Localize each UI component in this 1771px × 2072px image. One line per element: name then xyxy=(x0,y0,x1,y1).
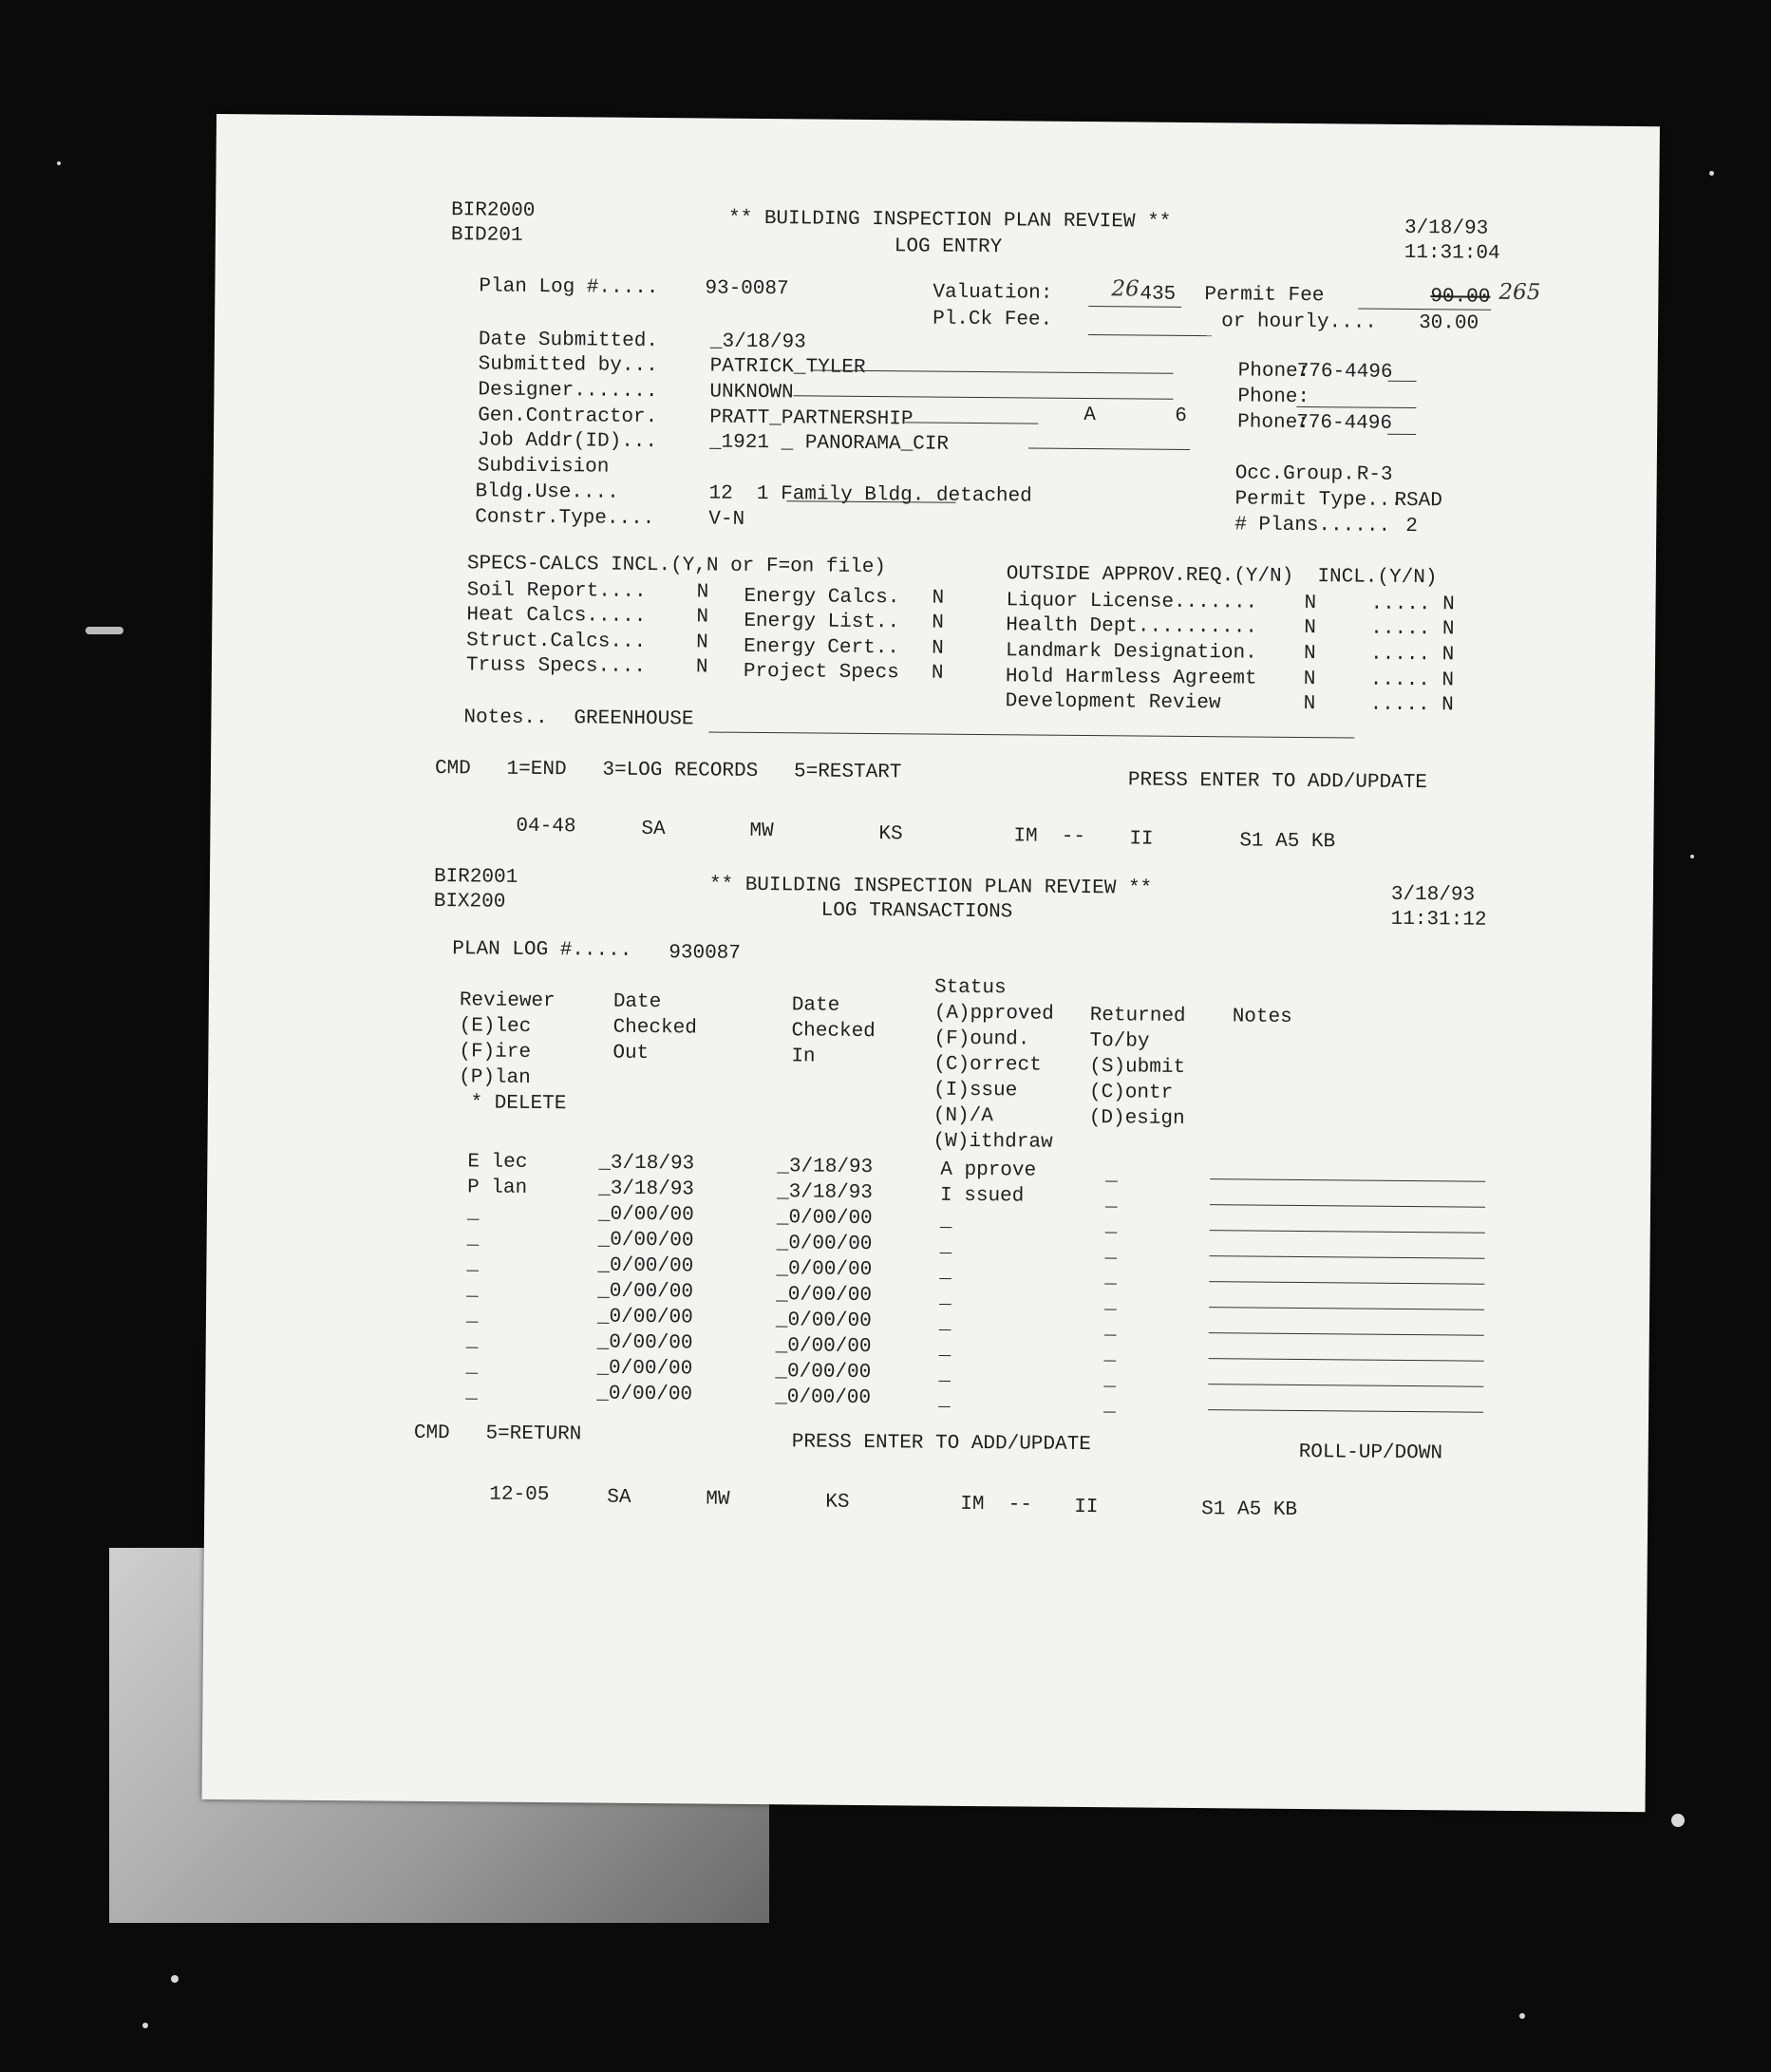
permit-type-value: RSAD xyxy=(1394,489,1443,513)
field-label: Submitted by... xyxy=(478,353,658,378)
approval-required: N xyxy=(1303,669,1316,691)
approval-required: N xyxy=(1304,593,1317,615)
spec-value: N xyxy=(696,581,709,604)
row-reviewer: _ xyxy=(465,1305,479,1328)
notes-label: Notes.. xyxy=(463,706,548,730)
row-date-in: _0/00/00 xyxy=(776,1284,873,1308)
field-label: Gen.Contractor. xyxy=(478,405,658,429)
spec-label: Project Specs xyxy=(743,660,899,685)
row-reviewer: P lan xyxy=(467,1177,528,1199)
row-date-out: _3/18/93 xyxy=(598,1152,695,1176)
row-returned: _ xyxy=(1103,1369,1117,1392)
col-returned-line: (C)ontr xyxy=(1088,1082,1174,1104)
screen-date: 3/18/93 xyxy=(1404,217,1489,240)
spec-label: Energy Cert.. xyxy=(744,635,900,660)
spec-value: N xyxy=(932,587,945,610)
row-date-in: _0/00/00 xyxy=(776,1258,873,1282)
approval-required: N xyxy=(1304,617,1317,640)
program-id: BIR2000 xyxy=(451,199,536,222)
row-status: _ xyxy=(938,1338,951,1361)
status-segment: KS xyxy=(878,822,903,845)
status-segment: IM -- xyxy=(960,1493,1032,1516)
row-notes-line xyxy=(1208,1384,1483,1387)
row-reviewer: _ xyxy=(466,1253,480,1276)
col-reviewer-line: * DELETE xyxy=(458,1092,567,1116)
col-returned-line: (D)esign xyxy=(1088,1107,1185,1130)
approval-included: ..... N xyxy=(1369,669,1455,692)
field-value: _1921 _ PANORAMA_CIR xyxy=(708,431,950,456)
screen-subtitle: LOG ENTRY xyxy=(894,235,1003,259)
field-label: Subdivision xyxy=(477,455,610,479)
screen-title: ** BUILDING INSPECTION PLAN REVIEW ** xyxy=(727,207,1172,234)
row-date-out: _0/00/00 xyxy=(596,1357,693,1381)
status-segment: SA xyxy=(641,818,666,840)
row-reviewer: _ xyxy=(465,1356,479,1379)
plan-log-label: Plan Log #..... xyxy=(479,275,659,300)
screen-id: BID201 xyxy=(450,224,523,247)
row-notes-line xyxy=(1208,1409,1483,1413)
col-returned-line: To/by xyxy=(1089,1030,1150,1053)
row-reviewer: _ xyxy=(466,1228,480,1251)
col-reviewer-line: (F)ire xyxy=(459,1041,532,1064)
plan-log-value: 93-0087 xyxy=(705,277,789,301)
row-returned: _ xyxy=(1103,1395,1116,1418)
contractor-code-1: A xyxy=(1083,404,1096,427)
col-status-line: Status xyxy=(933,976,1007,1000)
row-reviewer: _ xyxy=(465,1382,478,1404)
valuation-label: Valuation: xyxy=(933,281,1053,305)
tx-press-enter: PRESS ENTER TO ADD/UPDATE xyxy=(791,1431,1091,1457)
spec-label: Soil Report.... xyxy=(466,579,647,603)
row-notes-line xyxy=(1209,1307,1484,1310)
phone-label: Phone: xyxy=(1237,386,1310,409)
hourly-label: or hourly.... xyxy=(1221,311,1378,334)
col-in-line: In xyxy=(791,1045,816,1068)
row-returned: _ xyxy=(1104,1267,1118,1290)
status-segment: II xyxy=(1074,1496,1099,1518)
row-returned: _ xyxy=(1105,1164,1118,1187)
row-date-out: _0/00/00 xyxy=(597,1203,694,1227)
row-returned: _ xyxy=(1104,1292,1117,1315)
row-notes-line xyxy=(1209,1281,1484,1285)
field-value: _3/18/93 xyxy=(709,330,806,354)
row-notes-line xyxy=(1210,1255,1485,1259)
status-segment: IM -- xyxy=(1013,825,1086,849)
col-status-line: (I)ssue xyxy=(933,1079,1018,1102)
tx-command-line: CMD 5=RETURN xyxy=(413,1422,582,1446)
occ-group-value: R-3 xyxy=(1356,463,1393,486)
row-status: _ xyxy=(938,1389,951,1412)
spec-label: Heat Calcs..... xyxy=(466,604,647,628)
row-returned: _ xyxy=(1103,1318,1117,1341)
row-notes-line xyxy=(1210,1204,1485,1208)
status-segment: II xyxy=(1129,827,1154,851)
col-out-line: Date xyxy=(612,990,662,1014)
col-status-line: (F)ound. xyxy=(933,1027,1030,1051)
status-segment: 12-05 xyxy=(489,1483,550,1507)
col-notes-header: Notes xyxy=(1232,1006,1292,1028)
spec-value: N xyxy=(931,662,944,685)
status-segment: MW xyxy=(749,819,774,843)
screen-subtitle-2: LOG TRANSACTIONS xyxy=(820,899,1013,924)
field-value: V-N xyxy=(708,508,745,531)
row-date-in: _0/00/00 xyxy=(775,1309,872,1333)
occ-group-label: Occ.Group. xyxy=(1234,462,1355,486)
approval-included: ..... N xyxy=(1370,617,1455,641)
valuation-value: 435 xyxy=(1140,283,1177,306)
status-segment: S1 A5 KB xyxy=(1239,830,1336,854)
col-returned-line: (S)ubmit xyxy=(1089,1056,1186,1079)
row-status: _ xyxy=(939,1235,952,1258)
notes-value: GREENHOUSE xyxy=(574,707,694,731)
plan-log-label-2: PLAN LOG #..... xyxy=(452,938,632,962)
row-date-in: _0/00/00 xyxy=(775,1361,872,1384)
row-reviewer: _ xyxy=(466,1202,480,1225)
field-label: Designer....... xyxy=(478,379,658,404)
field-value: PRATT_PARTNERSHIP xyxy=(709,406,914,431)
spec-label: Struct.Calcs... xyxy=(466,630,647,653)
status-segment: S1 A5 KB xyxy=(1201,1498,1298,1521)
row-date-out: _0/00/00 xyxy=(596,1306,693,1329)
phone-value: 776-4496 xyxy=(1296,360,1393,384)
roll-up-down: ROLL-UP/DOWN xyxy=(1298,1441,1443,1465)
approval-label: Liquor License....... xyxy=(1006,590,1258,614)
approval-label: Development Review xyxy=(1005,690,1221,715)
col-status-line: (A)pproved xyxy=(933,1002,1054,1026)
permit-type-label: Permit Type... xyxy=(1234,488,1404,512)
row-notes-line xyxy=(1210,1178,1485,1182)
approval-label: Hold Harmless Agreemt xyxy=(1005,666,1257,690)
permit-fee-handwritten: 265 xyxy=(1498,279,1541,306)
contractor-code-2: 6 xyxy=(1175,405,1187,427)
row-date-in: _0/00/00 xyxy=(775,1335,872,1359)
row-date-in: _3/18/93 xyxy=(777,1181,874,1205)
field-value: UNKNOWN xyxy=(709,381,794,405)
status-segment: KS xyxy=(825,1491,850,1514)
row-date-in: _0/00/00 xyxy=(776,1233,873,1256)
col-status-line: (N)/A xyxy=(933,1104,993,1128)
screen-time: 11:31:04 xyxy=(1404,241,1500,265)
row-status: I ssued xyxy=(939,1184,1025,1208)
phone-label: Phone: xyxy=(1237,411,1309,435)
plck-fee-label: Pl.Ck Fee. xyxy=(933,308,1053,331)
col-reviewer-line: (E)lec xyxy=(459,1015,532,1038)
col-status-line: (W)ithdraw xyxy=(933,1130,1053,1154)
row-notes-line xyxy=(1210,1230,1485,1234)
row-date-out: _0/00/00 xyxy=(597,1280,694,1304)
row-date-out: _0/00/00 xyxy=(596,1331,693,1355)
status-segment: MW xyxy=(706,1488,730,1511)
permit-fee-struck: 90.00 xyxy=(1430,286,1491,309)
row-notes-line xyxy=(1209,1332,1484,1336)
row-status: _ xyxy=(938,1364,951,1386)
col-returned-line: Returned xyxy=(1089,1005,1186,1027)
row-date-in: _0/00/00 xyxy=(776,1207,873,1231)
row-status: _ xyxy=(939,1210,952,1233)
row-status: A pprove xyxy=(940,1158,1037,1182)
entry-press-enter: PRESS ENTER TO ADD/UPDATE xyxy=(1127,769,1428,795)
field-label: Date Submitted. xyxy=(478,329,659,353)
spec-label: Energy Calcs. xyxy=(744,585,900,610)
row-date-out: _0/00/00 xyxy=(596,1383,693,1406)
row-date-in: _3/18/93 xyxy=(777,1156,874,1179)
plans-label: # Plans...... xyxy=(1234,514,1391,537)
row-reviewer: _ xyxy=(466,1279,479,1302)
spec-value: N xyxy=(695,656,708,679)
spec-value: N xyxy=(696,606,709,629)
row-notes-line xyxy=(1209,1358,1484,1362)
row-status: _ xyxy=(939,1261,952,1284)
col-status-line: (C)orrect xyxy=(933,1053,1042,1077)
approval-included: ..... N xyxy=(1369,693,1454,717)
spec-value: N xyxy=(696,631,708,654)
approval-required: N xyxy=(1303,693,1316,716)
approval-label: Health Dept.......... xyxy=(1006,614,1258,639)
valuation-handwritten: 26 xyxy=(1111,276,1140,302)
approval-included: ..... N xyxy=(1370,593,1455,616)
screen-date-2: 3/18/93 xyxy=(1390,883,1476,907)
approval-required: N xyxy=(1303,643,1316,666)
outside-approval-header: OUTSIDE APPROV.REQ.(Y/N) INCL.(Y/N) xyxy=(1006,563,1438,590)
phone-label: Phone: xyxy=(1237,360,1310,384)
row-date-in: _0/00/00 xyxy=(775,1386,872,1410)
field-value: 12 1 Family Bldg. detached xyxy=(708,482,1032,508)
row-status: _ xyxy=(939,1287,951,1309)
field-label: Constr.Type.... xyxy=(475,506,655,531)
entry-command-line: CMD 1=END 3=LOG RECORDS 5=RESTART xyxy=(434,758,902,784)
status-segment: SA xyxy=(607,1486,631,1509)
spec-value: N xyxy=(932,612,945,634)
approval-included: ..... N xyxy=(1369,643,1455,667)
phone-value: 776-4496 xyxy=(1296,411,1393,435)
printout-page xyxy=(202,114,1660,1812)
spec-label: Energy List.. xyxy=(744,610,900,634)
row-returned: _ xyxy=(1103,1344,1117,1366)
field-label: Job Addr(ID)... xyxy=(477,429,658,454)
row-returned: _ xyxy=(1104,1241,1118,1264)
spec-value: N xyxy=(932,637,944,660)
col-out-line: Out xyxy=(612,1042,650,1065)
screen-title-2: ** BUILDING INSPECTION PLAN REVIEW ** xyxy=(708,874,1153,900)
row-status: _ xyxy=(938,1312,951,1335)
col-in-line: Checked xyxy=(791,1020,876,1044)
hourly-value: 30.00 xyxy=(1419,312,1479,335)
row-date-out: _0/00/00 xyxy=(597,1254,694,1278)
screen-time-2: 11:31:12 xyxy=(1390,908,1487,932)
spec-label: Truss Specs.... xyxy=(465,654,647,678)
specs-header: SPECS-CALCS INCL.(Y,N or F=on file) xyxy=(466,553,887,579)
row-reviewer: E lec xyxy=(467,1151,528,1174)
program-id-2: BIR2001 xyxy=(433,866,518,889)
plans-value: 2 xyxy=(1405,515,1418,538)
row-reviewer: _ xyxy=(465,1330,479,1353)
field-value: PATRICK_TYLER xyxy=(709,355,866,379)
col-reviewer-line: (P)lan xyxy=(459,1066,531,1089)
col-in-line: Date xyxy=(791,994,840,1017)
screen-id-2: BIX200 xyxy=(433,891,506,914)
permit-fee-label: Permit Fee xyxy=(1204,284,1325,308)
plan-log-value-2: 930087 xyxy=(669,942,742,965)
col-reviewer-line: Reviewer xyxy=(459,989,556,1013)
approval-label: Landmark Designation. xyxy=(1005,640,1257,665)
status-segment: 04-48 xyxy=(516,815,576,838)
row-returned: _ xyxy=(1104,1215,1118,1238)
row-returned: _ xyxy=(1104,1190,1118,1213)
row-date-out: _0/00/00 xyxy=(597,1229,694,1253)
row-date-out: _3/18/93 xyxy=(598,1177,695,1201)
field-label: Bldg.Use.... xyxy=(475,480,619,504)
col-out-line: Checked xyxy=(612,1016,697,1040)
